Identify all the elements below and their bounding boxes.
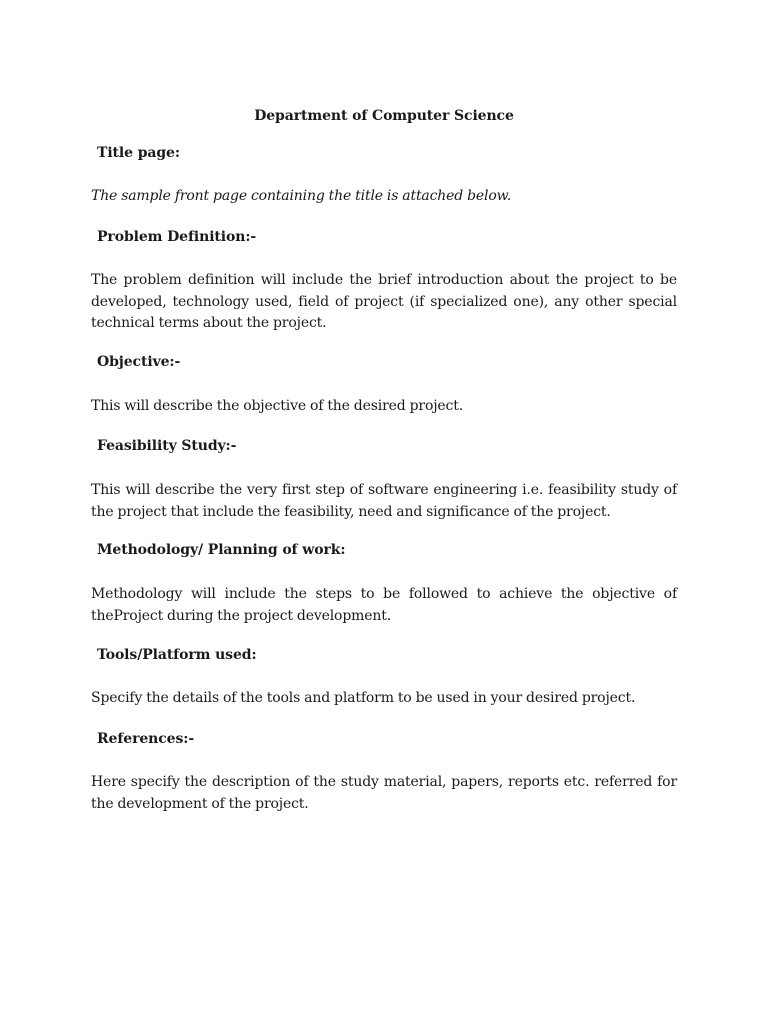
heading-tools-platform: Tools/Platform used:	[97, 647, 257, 663]
heading-methodology: Methodology/ Planning of work:	[97, 542, 346, 558]
text-problem-definition: The problem definition will include the brief introduction about the project to be developed, technology used, field of project (if specialized one), any other special technical terms about the project.	[91, 272, 677, 331]
text-tools-platform: Specify the details of the tools and platform to be used in your desired project.	[91, 690, 636, 706]
text-title-page: The sample front page containing the title is attached below.	[91, 188, 512, 204]
heading-objective: Objective:-	[97, 354, 181, 370]
text-references: Here specify the description of the study material, papers, reports etc. referred for the development of the project.	[91, 774, 677, 812]
text-feasibility-study: This will describe the very first step of software engineering i.e. feasibility study of the project that include the feasibility, need and significance of the project.	[91, 482, 677, 520]
heading-problem-definition: Problem Definition:-	[97, 229, 257, 245]
text-methodology: Methodology will include the steps to be followed to achieve the objective of theProject during the project development.	[91, 586, 677, 624]
text-objective: This will describe the objective of the desired project.	[91, 398, 464, 414]
heading-feasibility-study: Feasibility Study:-	[97, 438, 237, 454]
heading-title-page: Title page:	[97, 145, 180, 161]
document-title: Department of Computer Science	[254, 108, 514, 124]
heading-references: References:-	[97, 731, 195, 747]
